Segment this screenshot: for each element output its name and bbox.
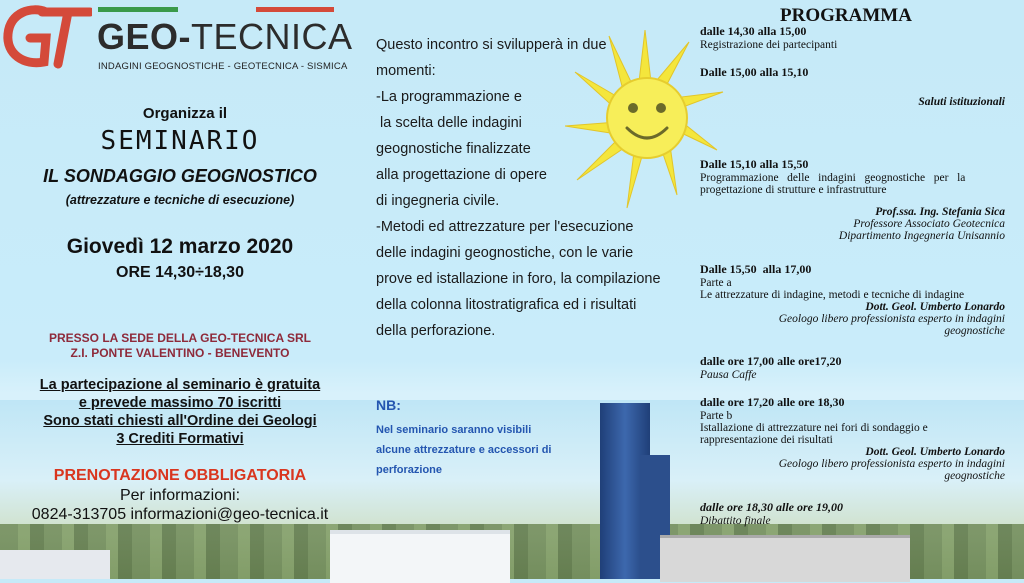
session-text: rappresentazione dei risultati: [700, 434, 833, 446]
session-text: Istallazione di attrezzature nei fori di sondaggio e: [700, 422, 928, 434]
description-line: prove ed istallazione in foro, la compilazione: [376, 271, 661, 287]
session-time: dalle ore 17,00 alle ore17,20: [700, 354, 842, 368]
session-time: dalle 14,30 alla 15,00: [700, 24, 807, 38]
description-line: la scelta delle indagini: [376, 115, 522, 131]
session-time: Dalle 15,50 alla 17,00: [700, 262, 812, 276]
speaker-name: Prof.ssa. Ing. Stefania Sica: [875, 206, 1005, 218]
logo-green-bar: [98, 7, 178, 12]
session-text: Dibattito finale: [700, 515, 771, 527]
nb-line: perforazione: [376, 464, 443, 476]
session-text: Le attrezzature di indagine, metodi e tecniche di indagine: [700, 289, 965, 301]
program-session-4: [700, 262, 1005, 337]
booking-required: PRENOTAZIONE OBBLIGATORIA: [53, 467, 307, 484]
description-line: di ingegneria civile.: [376, 193, 500, 209]
vehicle: [0, 550, 110, 579]
event-time: ORE 14,30÷18,30: [116, 264, 244, 281]
nb-line: alcune attrezzature e accessori di: [376, 444, 552, 456]
session-time: dalle ore 18,30 alle ore 19,00: [700, 500, 843, 514]
speaker-name: Dott. Geol. Umberto Lonardo: [865, 446, 1005, 458]
program-title: PROGRAMMA: [780, 5, 912, 26]
program-session-3: [700, 157, 1005, 242]
session-text: Programmazione delle indagini geognostiche per la: [700, 172, 966, 184]
brand-name: GEO-TECNICA: [97, 16, 353, 57]
description-line: delle indagini geognostiche, con le varie: [376, 245, 634, 261]
nb-text: [376, 420, 576, 480]
venue-line-1: PRESSO LA SEDE DELLA GEO-TECNICA SRL: [48, 331, 312, 345]
info-label: Per informazioni:: [119, 487, 241, 504]
speaker-role: Dipartimento Ingegneria Unisannio: [838, 230, 1005, 242]
participation-line: La partecipazione al seminario è gratuita: [39, 377, 321, 393]
session-time: Dalle 15,00 alla 15,10: [700, 65, 809, 79]
description-line: momenti:: [376, 63, 436, 79]
participation-line: e prevede massimo 70 iscritti: [78, 395, 282, 411]
speaker-role: geognostiche: [944, 470, 1005, 482]
description-line: -Metodi ed attrezzature per l'esecuzione: [376, 219, 634, 235]
logo-red-bar: [256, 7, 334, 12]
seminar-subtitle: (attrezzature e tecniche di esecuzione): [65, 193, 295, 207]
brand-tagline: INDAGINI GEOGNOSTICHE - GEOTECNICA - SISMICA: [98, 61, 348, 72]
program-session-5: [700, 354, 1005, 381]
participation-line: Sono stati chiesti all'Ordine dei Geologi: [43, 413, 317, 429]
nb-line: Nel seminario saranno visibili: [376, 424, 532, 436]
session-text: Saluti istituzionali: [918, 96, 1005, 108]
seminar-title: IL SONDAGGIO GEOGNOSTICO: [43, 166, 317, 186]
session-text: progettazione di strutture e infrastrutture: [700, 184, 887, 196]
description-line: alla progettazione di opere: [376, 167, 547, 183]
seminar-label: SEMINARIO: [100, 126, 260, 156]
session-part: Parte b: [700, 410, 733, 422]
session-time: dalle ore 17,20 alle ore 18,30: [700, 395, 845, 409]
contact-info[interactable]: 0824-313705 informazioni@geo-tecnica.it: [31, 506, 329, 523]
organizer-line: Organizza il: [142, 105, 228, 122]
gazebo-tent: [330, 530, 510, 583]
session-text: Registrazione dei partecipanti: [700, 39, 838, 51]
speaker-name: Dott. Geol. Umberto Lonardo: [865, 301, 1005, 313]
drill-truck: [660, 535, 910, 582]
speaker-role: Geologo libero professionista esperto in indagini: [778, 313, 1005, 325]
program-session-2: [700, 65, 1005, 108]
speaker-role: Professore Associato Geotecnica: [853, 218, 1005, 230]
event-date: Giovedì 12 marzo 2020: [66, 235, 294, 258]
venue-line-2: Z.I. PONTE VALENTINO - BENEVENTO: [70, 346, 290, 360]
description-line: della colonna litostratigrafica ed i risultati: [376, 297, 637, 313]
nb-label: NB:: [376, 397, 401, 413]
program-session-7: [700, 500, 1005, 527]
description-line: della perforazione.: [376, 323, 496, 339]
participation-line: 3 Crediti Formativi: [116, 431, 244, 447]
description-line: -La programmazione e: [376, 89, 522, 105]
session-part: Parte a: [700, 277, 732, 289]
program-session-1: [700, 24, 1005, 51]
session-time: Dalle 15,10 alla 15,50: [700, 157, 809, 171]
program-session-6: [700, 395, 1005, 482]
gt-logo-icon: [2, 2, 92, 70]
speaker-role: geognostiche: [944, 325, 1005, 337]
description-line: Questo incontro si svilupperà in due: [376, 37, 607, 53]
session-text: Pausa Caffe: [700, 369, 757, 381]
speaker-role: Geologo libero professionista esperto in indagini: [778, 458, 1005, 470]
description-line: geognostiche finalizzate: [376, 141, 531, 157]
